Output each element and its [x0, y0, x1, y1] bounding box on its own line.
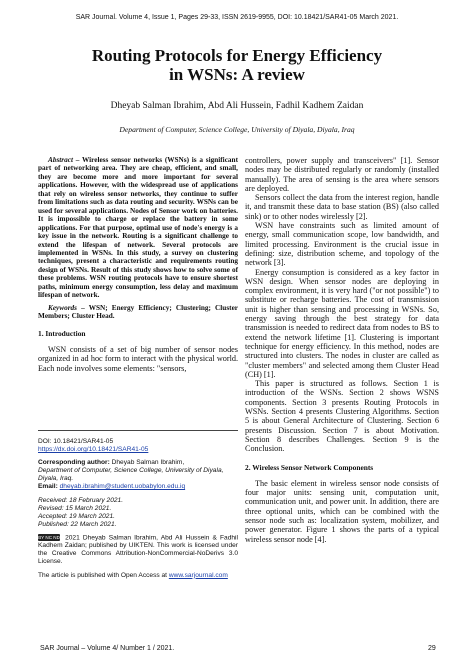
right-paragraph-5: The basic element in wireless sensor node consists of four major units: sensing unit, computation unit, communication unit, and power unit. In addition, there are three optional units, which can be combined with the sensor node such as: localization system, mobilizer, and power generator. Figure 1 shows the parts of a typical wireless sensor node [4]. [245, 478, 439, 544]
article-metadata [38, 438, 238, 580]
title-line-1: Routing Protocols for Energy Efficiency [91, 46, 383, 65]
footer-journal: SAR Journal – Volume 4/ Number 1 / 2021. [40, 645, 175, 652]
published-date: Published: 22 March 2021. [38, 520, 117, 528]
footnote-rule [38, 430, 238, 431]
paper-title [20, 46, 454, 84]
email-link[interactable]: dheyab.ibrahim@student.uobabylon.edu.iq [59, 483, 186, 491]
email-line [38, 483, 238, 491]
license-notice [38, 534, 238, 567]
corresponding-author [38, 459, 238, 467]
doi-line: DOI: 10.18421/SAR41-05 [38, 438, 114, 445]
revised-date: Revised: 15 March 2021. [38, 504, 112, 512]
corr-name: Dheyab Salman Ibrahim, [109, 459, 185, 467]
journal-website-link[interactable]: www.sarjournal.com [168, 571, 228, 579]
abstract [38, 156, 238, 300]
keywords-label: Keywords [48, 303, 77, 312]
right-column [245, 156, 439, 544]
abstract-label: Abstract [48, 156, 73, 164]
corr-label: Corresponding author: [38, 459, 110, 467]
cc-license-icon: BY NC ND [38, 534, 60, 540]
email-label: Email: [38, 483, 58, 491]
corr-affiliation: Department of Computer, Science College, University of Diyala, Diyala, Iraq. [38, 467, 224, 483]
section-heading-wsn-components: 2. Wireless Sensor Network Components [245, 462, 374, 472]
abstract-text: – Wireless sensor networks (WSNs) is a significant part of networking area. They are cheap, efficient, and small, they are become more and more important for several applications. However, with the widespread use of applications that rely on wireless sensor networks, they continue to suffer from limitations such as data routing and security. WSNs can be used for several applications. Nodes of Sensor work on batteries. It is impossible to charge or replace the battery in some applications. For that purpose, optimal use of node's energy is a key issue in the network. Routing is a significant challenge to extend the lifespan of network. Several protocols are implemented in WSNs. In this study, a survey on clustering techniques, present a characteristic and requirements routing design of WSNs. Result of this study shows how to solve some of these problems. WSN routing protocols have to ensure shortest paths, minimum energy consumption, less delay and maximum lifespan of network. [38, 156, 238, 300]
license-text: 2021 Dheyab Salman Ibrahim, Abd Ali Hussein & Fadhil Kadhem Zaidan; published by UIKTEN. This work is licensed under the Creative Commons Attribution-NonCommercial-NoDerivs 3.0 License. [38, 534, 238, 566]
right-paragraph-2: WSN have constraints such as limited amount of energy, small communication scope, low bandwidth, and limited processing. Environment is the crucial issue in defining: size, distribution scheme, and topology of the network [3]. [245, 221, 439, 268]
intro-paragraph: WSN consists of a set of big number of sensor nodes organized in ad hoc form to interact with the physical world. Each node involves some elements: "sensors, [38, 345, 238, 373]
right-paragraph-3: Energy consumption is considered as a key factor in WSN design. When sensor nodes are deploying in complex environment, it is very hard ("or not possible") to substitute or recharge batteries. The cost of transmission unit is higher than sensing and processing in WSNs. So, energy saving through the best strategy for data transmission is needed to redirect data from nodes to BS to extend the network lifetime [1]. Clustering is important technique for energy efficiency. In this method, nodes are structured into clusters. The nodes in cluster are called as "cluster members" and selected among them Cluster Head (CH) [1]. [245, 267, 439, 379]
open-access-line [38, 572, 238, 580]
running-head: SAR Journal. Volume 4, Issue 1, Pages 29-33, ISSN 2619-9955, DOI: 10.18421/SAR41-05 March 2021. [75, 14, 399, 21]
keywords [38, 304, 238, 321]
received-date: Received: 18 February 2021. [38, 496, 124, 504]
page-number: 29 [428, 645, 436, 652]
right-paragraph-1: Sensors collect the data from the interest region, handle it, and transmit these data to base station (BS) (also called sink) or to other nodes wirelessly [2]. [245, 193, 439, 221]
left-column [38, 156, 238, 373]
right-paragraph-0: controllers, power supply and transceivers" [1]. Sensor nodes may be distributed regularly or randomly (installed manually). The area of sensing is the area where sensors are deployed. [245, 156, 439, 193]
accepted-date: Accepted: 19 March 2021. [38, 512, 115, 520]
affiliation: Department of Computer, Science College, University of Diyala, Diyala, Iraq [119, 125, 355, 134]
doi-link[interactable]: https://dx.doi.org/10.18421/SAR41-05 [38, 446, 149, 454]
title-line-2: in WSNs: A review [169, 65, 305, 84]
section-heading-introduction: 1. Introduction [38, 328, 86, 338]
authors: Dheyab Salman Ibrahim, Abd Ali Hussein, Fadhil Kadhem Zaidan [110, 101, 364, 111]
keywords-text: – WSN; Energy Efficiency; Clustering; Cluster Members; Cluster Head. [38, 303, 238, 321]
open-access-text: The article is published with Open Access at [38, 571, 169, 579]
right-paragraph-4: This paper is structured as follows. Section 1 is introduction of the WSNs. Section 2 shows WSNS components. Section 3 presents Routing Protocols in WSNs. Section 4 presents Clustering Algorithms. Section 5 is about General Architecture of Clustering. Section 6 presents Discussion. Section 7 is about Motivation. Section 8 describes Challenges. Section 9 is the Conclusion. [245, 379, 439, 454]
